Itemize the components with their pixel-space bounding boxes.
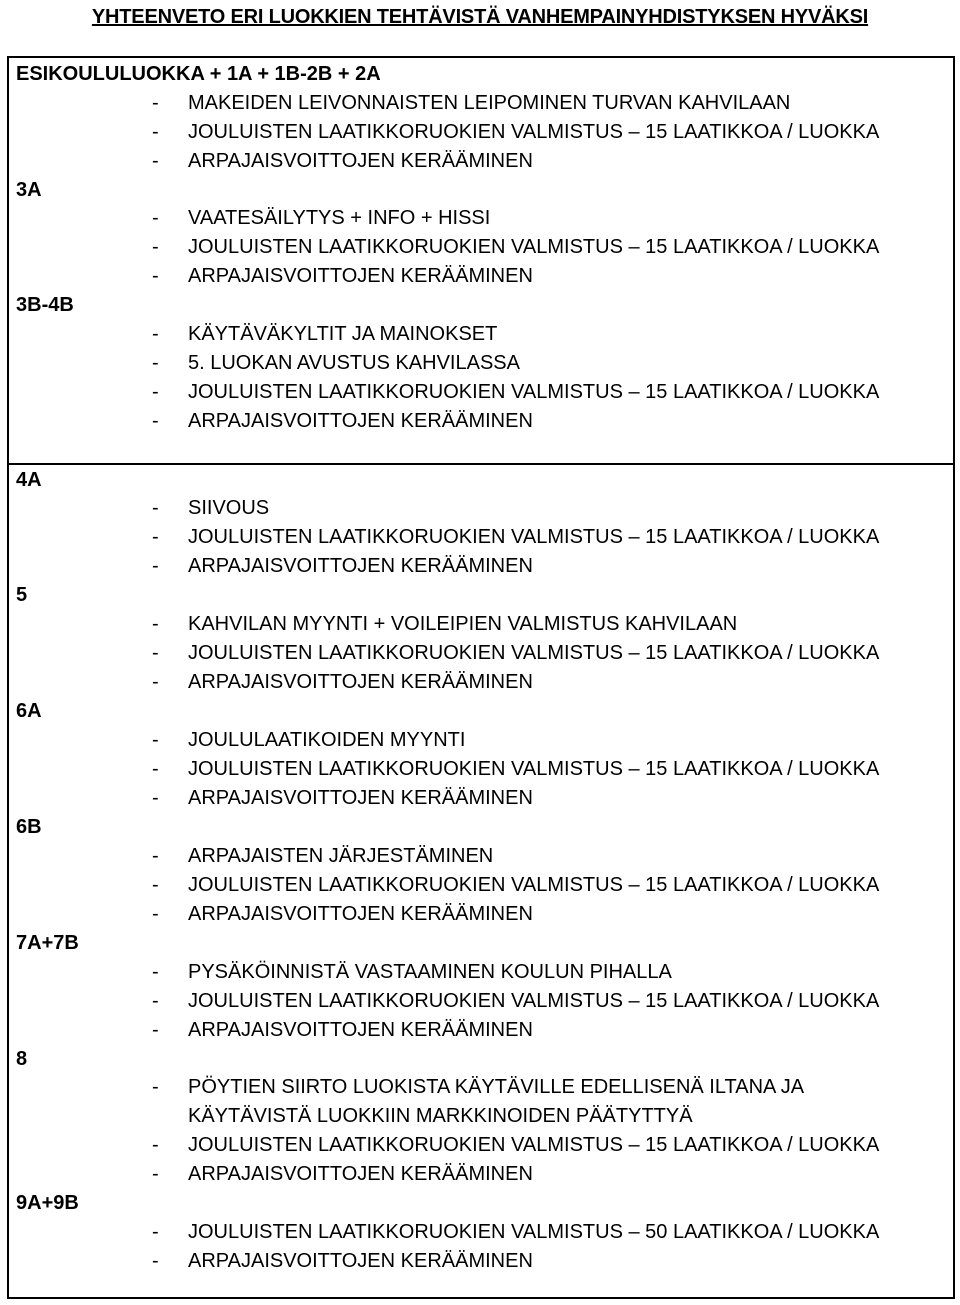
class-heading: 6B <box>16 816 42 838</box>
task-item: - ARPAJAISVOITTOJEN KERÄÄMINEN <box>152 1019 533 1041</box>
class-heading: 7A+7B <box>16 932 79 954</box>
class-heading: 6A <box>16 700 42 722</box>
page-title: YHTEENVETO ERI LUOKKIEN TEHTÄVISTÄ VANHEMPAINYHDISTYKSEN HYVÄKSI <box>91 6 869 28</box>
task-item: - ARPAJAISVOITTOJEN KERÄÄMINEN <box>152 410 533 432</box>
task-item: - JOULUISTEN LAATIKKORUOKIEN VALMISTUS – 15 LAATIKKOA / LUOKKA <box>152 758 880 780</box>
class-heading: 4A <box>16 469 42 491</box>
task-item: - ARPAJAISVOITTOJEN KERÄÄMINEN <box>152 1250 533 1272</box>
task-item: - JOULULAATIKOIDEN MYYNTI <box>152 729 466 751</box>
task-item: - JOULUISTEN LAATIKKORUOKIEN VALMISTUS – 15 LAATIKKOA / LUOKKA <box>152 381 880 403</box>
class-heading: 9A+9B <box>16 1192 79 1214</box>
task-item: - MAKEIDEN LEIVONNAISTEN LEIPOMINEN TURVAN KAHVILAAN <box>152 92 791 114</box>
class-heading: 3B-4B <box>16 294 74 316</box>
task-item: - JOULUISTEN LAATIKKORUOKIEN VALMISTUS – 15 LAATIKKOA / LUOKKA <box>152 1134 880 1156</box>
task-item: - ARPAJAISVOITTOJEN KERÄÄMINEN <box>152 787 533 809</box>
task-item: - 5. LUOKAN AVUSTUS KAHVILASSA <box>152 352 520 374</box>
task-item: - SIIVOUS <box>152 497 270 519</box>
task-item: - JOULUISTEN LAATIKKORUOKIEN VALMISTUS – 15 LAATIKKOA / LUOKKA <box>152 874 880 896</box>
task-item: - JOULUISTEN LAATIKKORUOKIEN VALMISTUS – 15 LAATIKKOA / LUOKKA <box>152 990 880 1012</box>
task-item: - ARPAJAISVOITTOJEN KERÄÄMINEN <box>152 1163 533 1185</box>
task-item: - KÄYTÄVÄKYLTIT JA MAINOKSET <box>152 323 498 345</box>
task-item: - ARPAJAISVOITTOJEN KERÄÄMINEN <box>152 555 533 577</box>
task-item: - JOULUISTEN LAATIKKORUOKIEN VALMISTUS – 15 LAATIKKOA / LUOKKA <box>152 121 880 143</box>
task-item: - ARPAJAISVOITTOJEN KERÄÄMINEN <box>152 671 533 693</box>
task-item: - PYSÄKÖINNISTÄ VASTAAMINEN KOULUN PIHALLA <box>152 961 672 983</box>
task-item: - ARPAJAISVOITTOJEN KERÄÄMINEN <box>152 903 533 925</box>
summary-table <box>7 56 955 1299</box>
task-item: - JOULUISTEN LAATIKKORUOKIEN VALMISTUS – 15 LAATIKKOA / LUOKKA <box>152 642 880 664</box>
task-item: - VAATESÄILYTYS + INFO + HISSI <box>152 207 491 229</box>
task-item: - JOULUISTEN LAATIKKORUOKIEN VALMISTUS – 15 LAATIKKOA / LUOKKA <box>152 526 880 548</box>
task-item: - JOULUISTEN LAATIKKORUOKIEN VALMISTUS – 50 LAATIKKOA / LUOKKA <box>152 1221 880 1243</box>
section-divider <box>9 463 953 465</box>
task-item: - KAHVILAN MYYNTI + VOILEIPIEN VALMISTUS KAHVILAAN <box>152 613 738 635</box>
class-heading: 5 <box>16 584 28 606</box>
class-heading: ESIKOULULUOKKA + 1A + 1B-2B + 2A <box>16 63 381 85</box>
class-heading: 3A <box>16 179 42 201</box>
task-item: - ARPAJAISTEN JÄRJESTÄMINEN <box>152 845 494 867</box>
task-item: - PÖYTIEN SIIRTO LUOKISTA KÄYTÄVILLE EDELLISENÄ ILTANA JA <box>152 1076 805 1098</box>
task-item: - ARPAJAISVOITTOJEN KERÄÄMINEN <box>152 265 533 287</box>
task-item: - JOULUISTEN LAATIKKORUOKIEN VALMISTUS – 15 LAATIKKOA / LUOKKA <box>152 236 880 258</box>
class-heading: 8 <box>16 1048 28 1070</box>
task-item: - ARPAJAISVOITTOJEN KERÄÄMINEN <box>152 150 533 172</box>
task-item-continuation: KÄYTÄVISTÄ LUOKKIIN MARKKINOIDEN PÄÄTYTTYÄ <box>188 1105 693 1127</box>
